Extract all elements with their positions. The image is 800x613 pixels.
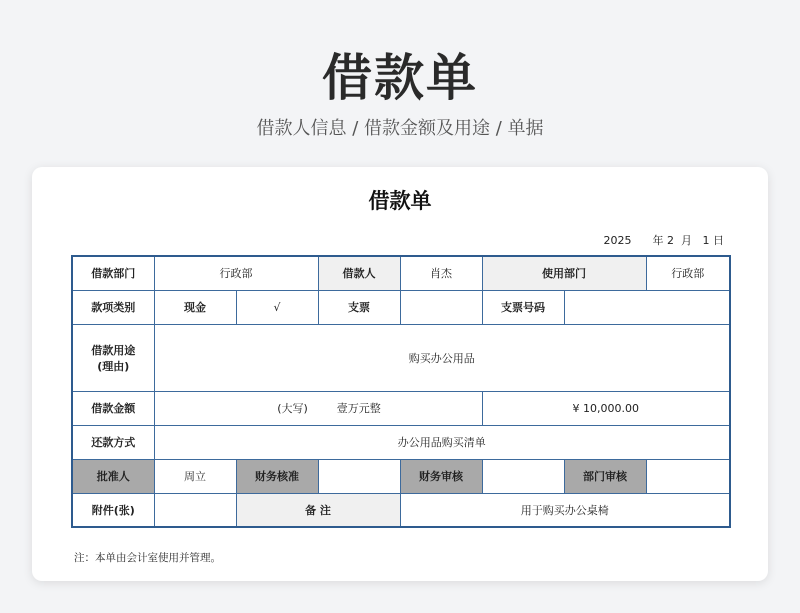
finance-review-value <box>482 459 564 493</box>
attach-label: 附件(张) <box>72 493 154 527</box>
purpose-label-line2: (理由) <box>97 359 130 373</box>
dept-review-value <box>646 459 730 493</box>
form-title: 借款单 <box>368 189 432 213</box>
repay-label: 还款方式 <box>72 425 154 459</box>
attach-value <box>154 493 236 527</box>
date-day: 1 <box>702 234 710 247</box>
date-day-label: 日 <box>713 234 724 247</box>
purpose-label <box>72 324 154 391</box>
purpose-label-line1: 借款用途 <box>91 343 136 357</box>
amount-number: ¥ 10,000.00 <box>482 391 730 425</box>
check-no-value <box>564 290 730 324</box>
table-row <box>72 290 730 324</box>
page-subtitle: 借款人信息 / 借款金额及用途 / 单据 <box>256 118 544 139</box>
dept-review-label: 部门审核 <box>564 459 646 493</box>
table-row <box>72 493 730 527</box>
date-year-label: 年 <box>652 234 664 247</box>
table-row <box>72 425 730 459</box>
remark-value: 用于购买办公桌椅 <box>400 493 730 527</box>
check-value <box>400 290 482 324</box>
page-title: 借款单 <box>322 49 478 107</box>
date-month-label: 月 <box>681 234 692 247</box>
finance-approve-label: 财务核准 <box>236 459 318 493</box>
date-month: 2 <box>667 234 674 247</box>
amount-label: 借款金额 <box>72 391 154 425</box>
date-year: 2025 <box>603 234 632 247</box>
use-dept-label: 使用部门 <box>482 256 646 290</box>
remark-label: 备 注 <box>236 493 400 527</box>
dept-value: 行政部 <box>154 256 318 290</box>
table-row <box>72 391 730 425</box>
borrower-label: 借款人 <box>318 256 400 290</box>
finance-review-label: 财务审核 <box>400 459 482 493</box>
cash-label: 现金 <box>154 290 236 324</box>
cash-check: √ <box>236 290 318 324</box>
amount-upper-value: 壹万元整 <box>336 402 381 415</box>
borrower-value: 肖杰 <box>400 256 482 290</box>
check-label: 支票 <box>318 290 400 324</box>
loan-form-card <box>32 167 768 581</box>
table-row <box>72 256 730 290</box>
type-label: 款项类别 <box>72 290 154 324</box>
amount-upper-label: (大写) <box>277 402 308 415</box>
check-no-label: 支票号码 <box>482 290 564 324</box>
purpose-value: 购买办公用品 <box>154 324 730 391</box>
use-dept-value: 行政部 <box>646 256 730 290</box>
table-row <box>72 324 730 391</box>
repay-value: 办公用品购买清单 <box>154 425 730 459</box>
amount-upper-cell <box>154 391 482 425</box>
approver-label: 批准人 <box>72 459 154 493</box>
approver-value: 周立 <box>154 459 236 493</box>
date-line <box>604 232 724 248</box>
finance-approve-value <box>318 459 400 493</box>
footnote: 注：本单由会计室使用并管理。 <box>74 552 221 564</box>
loan-table <box>71 255 731 528</box>
dept-label: 借款部门 <box>72 256 154 290</box>
table-row <box>72 459 730 493</box>
